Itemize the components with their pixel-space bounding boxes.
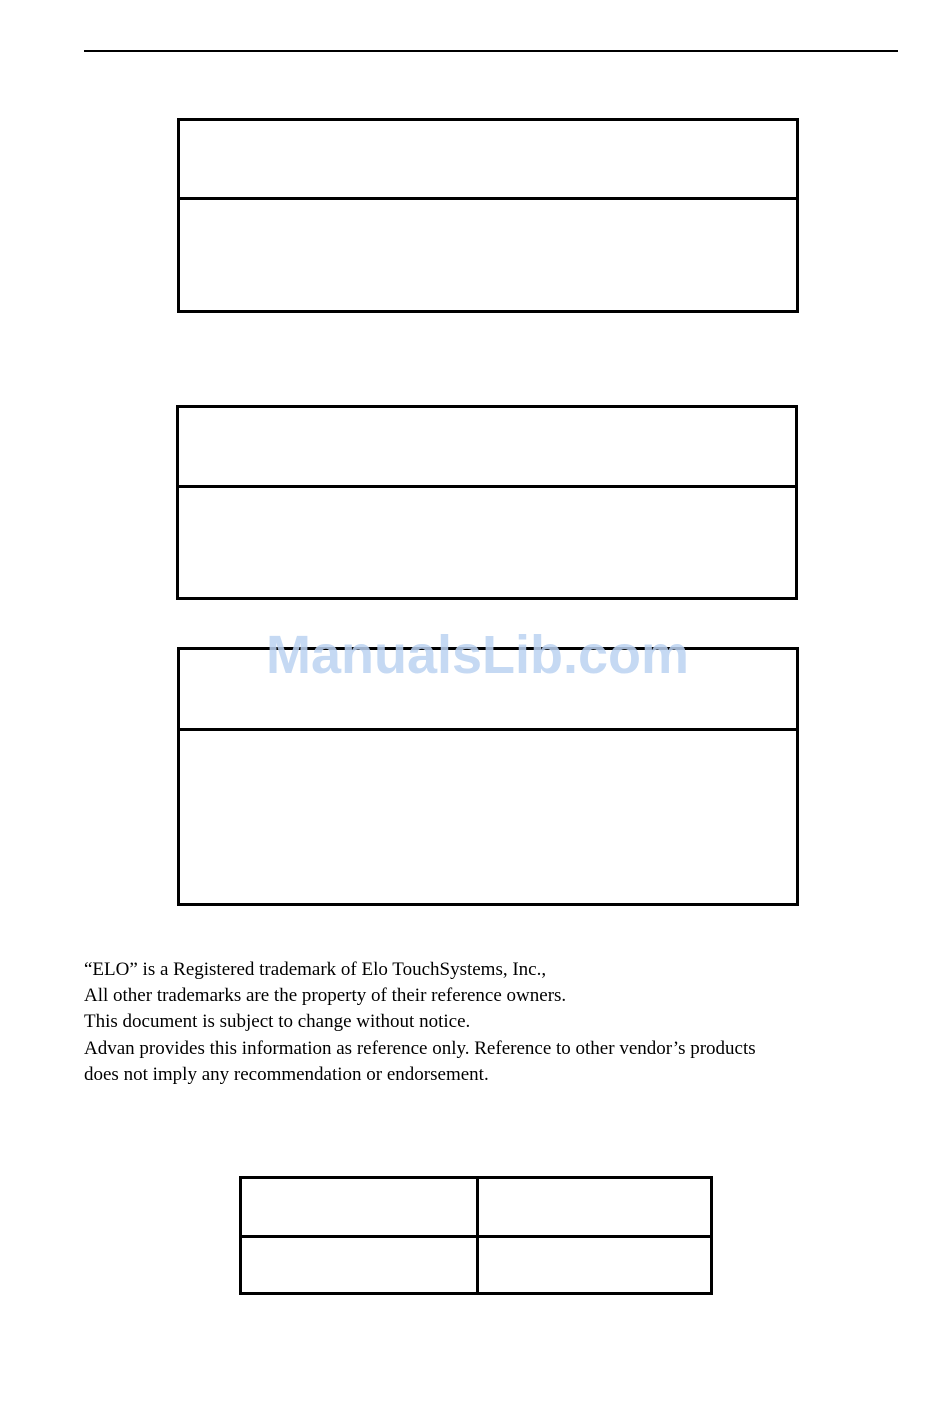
boxed-section-2 [176,405,798,600]
notice-line: This document is subject to change without notice. [84,1011,471,1033]
table-cell [242,1238,476,1292]
table-cell [479,1179,710,1235]
table-cell [479,1238,710,1292]
boxed-section-1 [177,118,799,313]
notice-line: Advan provides this information as reference only. Reference to other vendor’s products [84,1037,756,1059]
empty-table [239,1176,713,1295]
table-cell [242,1179,476,1235]
notice-line: All other trademarks are the property of their reference owners. [84,985,567,1007]
box-divider [179,485,795,488]
trademark-notice [84,957,904,1088]
table-row-divider [242,1235,710,1238]
box-divider [180,728,796,731]
box-divider [180,197,796,200]
header-rule [84,50,898,52]
notice-line: “ELO” is a Registered trademark of Elo TouchSystems, Inc., [84,959,547,980]
manualslib-watermark: ManualsLib.com [266,625,690,685]
notice-line: does not imply any recommendation or endorsement. [84,1063,489,1085]
